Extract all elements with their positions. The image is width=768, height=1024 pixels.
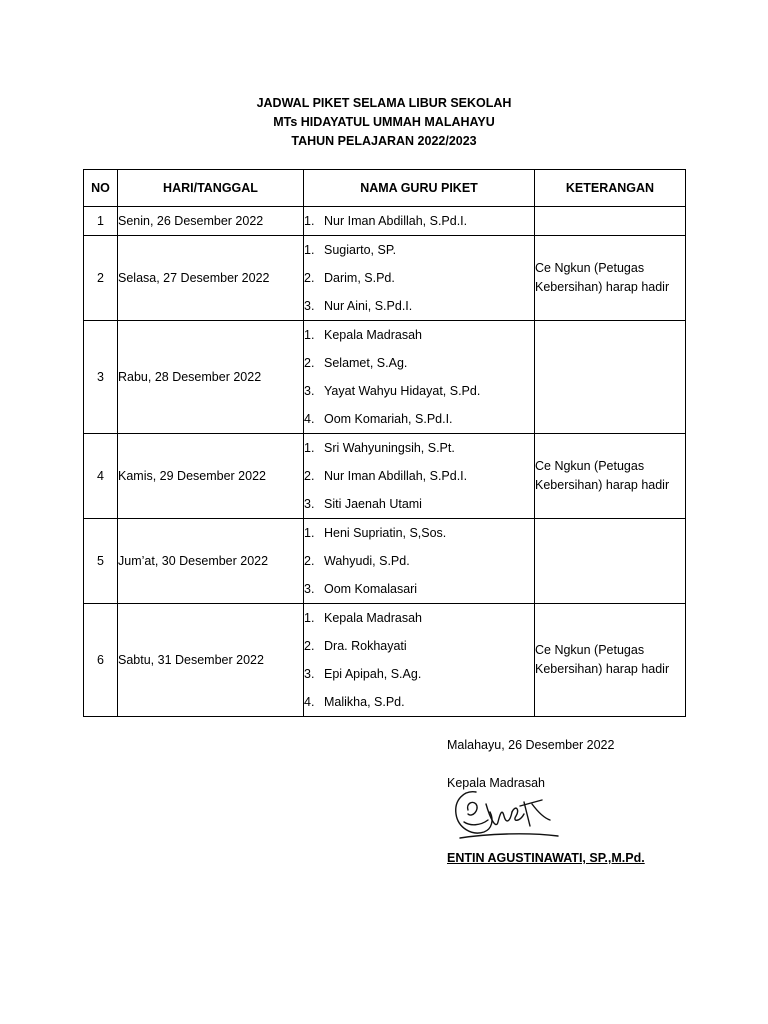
teacher-item-number: 3. (304, 667, 315, 681)
teacher-item-number: 1. (304, 526, 315, 540)
signature-role: Kepala Madrasah (447, 776, 545, 790)
row-day-date: Selasa, 27 Desember 2022 (118, 236, 304, 321)
row-note: Ce Ngkun (Petugas Kebersihan) harap hadir (535, 434, 686, 519)
teacher-list-item (304, 264, 534, 292)
title-line-2: MTs HIDAYATUL UMMAH MALAHAYU (273, 115, 495, 129)
teacher-list-item (304, 660, 534, 688)
row-day-date: Jum’at, 30 Desember 2022 (118, 519, 304, 604)
teacher-item-number: 2. (304, 469, 315, 483)
row-note (535, 519, 686, 604)
row-day-date: Rabu, 28 Desember 2022 (118, 321, 304, 434)
teacher-name: Nur Iman Abdillah, S.Pd.I. (324, 214, 468, 228)
teacher-list-item (304, 292, 534, 320)
row-teacher-list (304, 434, 535, 519)
teacher-list-item (304, 434, 534, 462)
row-number: 5 (84, 519, 118, 604)
teacher-item-number: 2. (304, 271, 315, 285)
teacher-name: Siti Jaenah Utami (324, 497, 422, 511)
header-no: NO (84, 170, 118, 207)
row-teacher-list (304, 207, 535, 236)
teacher-list-item (304, 207, 534, 235)
handwritten-signature (446, 782, 566, 854)
teacher-name: Selamet, S.Ag. (324, 356, 408, 370)
teacher-list-item (304, 490, 534, 518)
teacher-list-item (304, 321, 534, 349)
row-teacher-list (304, 236, 535, 321)
teacher-name: Heni Supriatin, S,Sos. (324, 526, 447, 540)
teacher-name: Kepala Madrasah (324, 611, 422, 625)
teacher-item-number: 1. (304, 214, 315, 228)
header-ket: KETERANGAN (535, 170, 686, 207)
teacher-item-number: 3. (304, 497, 315, 511)
teacher-item-number: 3. (304, 299, 315, 313)
teacher-list-item (304, 405, 534, 433)
teacher-name: Kepala Madrasah (324, 328, 422, 342)
teacher-item-number: 1. (304, 328, 315, 342)
teacher-item-number: 2. (304, 554, 315, 568)
row-number: 4 (84, 434, 118, 519)
title-line-1: JADWAL PIKET SELAMA LIBUR SEKOLAH (256, 96, 512, 110)
teacher-name: Dra. Rokhayati (324, 639, 407, 653)
table-row (84, 434, 686, 519)
title-line-3: TAHUN PELAJARAN 2022/2023 (291, 134, 477, 148)
signatory-name: ENTIN AGUSTINAWATI, SP.,M.Pd. (447, 851, 645, 865)
teacher-item-number: 1. (304, 441, 315, 455)
teacher-name: Nur Iman Abdillah, S.Pd.I. (324, 469, 468, 483)
teacher-name: Wahyudi, S.Pd. (324, 554, 410, 568)
document-title (0, 94, 768, 151)
row-note: Ce Ngkun (Petugas Kebersihan) harap hadir (535, 236, 686, 321)
teacher-list-item (304, 632, 534, 660)
teacher-item-number: 4. (304, 695, 315, 709)
teacher-name: Nur Aini, S.Pd.I. (324, 299, 413, 313)
row-teacher-list (304, 604, 535, 717)
teacher-name: Epi Apipah, S.Ag. (324, 667, 422, 681)
teacher-item-number: 2. (304, 356, 315, 370)
row-note (535, 321, 686, 434)
table-row (84, 604, 686, 717)
teacher-item-number: 4. (304, 412, 315, 426)
teacher-name: Yayat Wahyu Hidayat, S.Pd. (324, 384, 481, 398)
teacher-item-number: 2. (304, 639, 315, 653)
teacher-list-item (304, 519, 534, 547)
row-day-date: Senin, 26 Desember 2022 (118, 207, 304, 236)
teacher-item-number: 3. (304, 582, 315, 596)
row-teacher-list (304, 519, 535, 604)
teacher-name: Darim, S.Pd. (324, 271, 395, 285)
row-teacher-list (304, 321, 535, 434)
table-row (84, 236, 686, 321)
teacher-name: Oom Komalasari (324, 582, 418, 596)
teacher-list-item (304, 604, 534, 632)
teacher-list-item (304, 349, 534, 377)
row-number: 6 (84, 604, 118, 717)
teacher-list-item (304, 236, 534, 264)
teacher-list-item (304, 688, 534, 716)
teacher-name: Sugiarto, SP. (324, 243, 397, 257)
teacher-name: Oom Komariah, S.Pd.I. (324, 412, 453, 426)
teacher-list-item (304, 377, 534, 405)
teacher-list-item (304, 575, 534, 603)
table-row (84, 321, 686, 434)
table-row (84, 207, 686, 236)
row-number: 3 (84, 321, 118, 434)
row-note (535, 207, 686, 236)
table-row (84, 519, 686, 604)
teacher-item-number: 3. (304, 384, 315, 398)
schedule-table (83, 169, 686, 717)
teacher-name: Malikha, S.Pd. (324, 695, 405, 709)
row-day-date: Kamis, 29 Desember 2022 (118, 434, 304, 519)
row-number: 1 (84, 207, 118, 236)
row-day-date: Sabtu, 31 Desember 2022 (118, 604, 304, 717)
teacher-name: Sri Wahyuningsih, S.Pt. (324, 441, 455, 455)
header-name: NAMA GURU PIKET (304, 170, 535, 207)
teacher-list-item (304, 547, 534, 575)
teacher-list-item (304, 462, 534, 490)
teacher-item-number: 1. (304, 611, 315, 625)
row-number: 2 (84, 236, 118, 321)
header-day: HARI/TANGGAL (118, 170, 304, 207)
table-header-row (84, 170, 686, 207)
row-note: Ce Ngkun (Petugas Kebersihan) harap hadir (535, 604, 686, 717)
teacher-item-number: 1. (304, 243, 315, 257)
signature-place-date: Malahayu, 26 Desember 2022 (447, 738, 615, 752)
